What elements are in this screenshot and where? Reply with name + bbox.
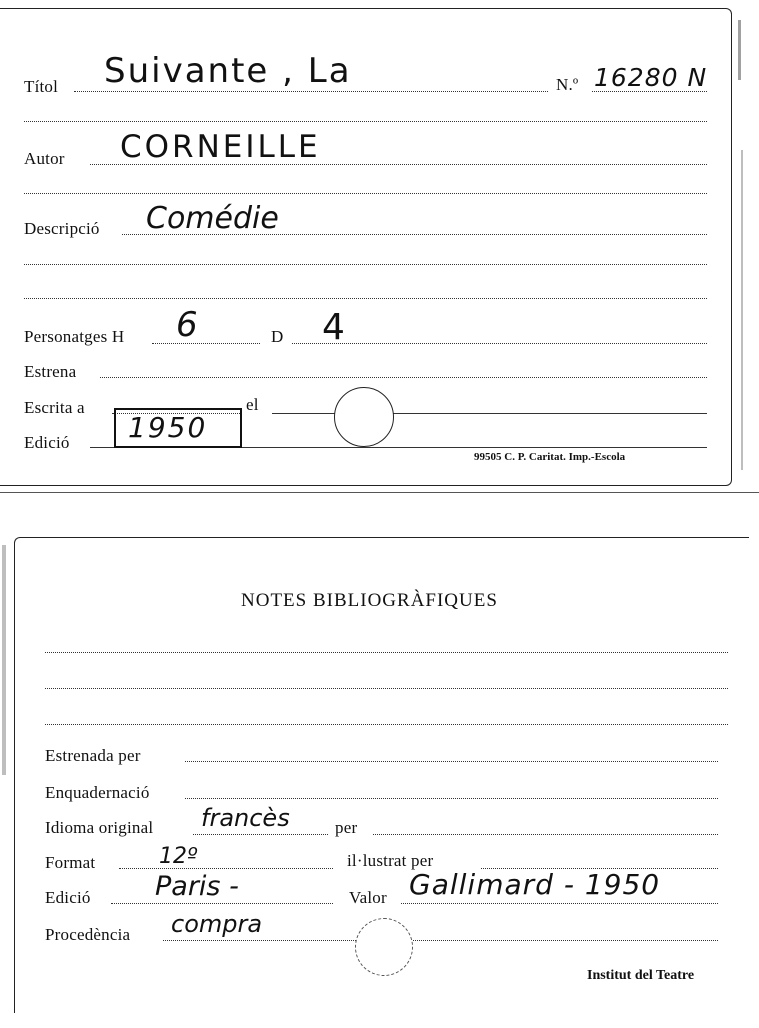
descripcio-continuation-line-2 (24, 298, 707, 299)
titol-value: Suivante , La (104, 51, 352, 91)
notes-heading: NOTES BIBLIOGRÀFIQUES (241, 590, 498, 611)
numero-label: N.º (556, 75, 579, 94)
idioma-per-line (373, 834, 718, 835)
procedencia-label: Procedència (45, 925, 131, 944)
punch-hole-back (355, 918, 413, 976)
procedencia-value: compra (171, 910, 263, 938)
el-label: el (246, 395, 259, 414)
estrena-line (100, 377, 707, 378)
estrenada-line (185, 761, 718, 762)
enquadernacio-line (185, 798, 718, 799)
edicio-label: Edició (24, 433, 70, 452)
format-value: 12º (159, 844, 198, 869)
personatges-h-line (152, 343, 260, 344)
edicio-back-value: Paris - (155, 871, 239, 902)
personatges-label: Personatges H (24, 327, 125, 346)
personatges-d-value: 4 (322, 307, 345, 348)
valor-label: Valor (349, 888, 387, 907)
escrita-label: Escrita a (24, 398, 85, 417)
estrena-label: Estrena (24, 362, 77, 381)
autor-value: CORNEILLE (120, 129, 321, 165)
personatges-d-line (292, 343, 707, 344)
edicio-value: 1950 (128, 411, 208, 444)
institution-stamp: Institut del Teatre (587, 968, 695, 983)
catalog-card-front (0, 8, 732, 486)
valor-value: Gallimard - 1950 (409, 868, 661, 901)
estrenada-label: Estrenada per (45, 746, 141, 765)
scan-mark-right-2 (741, 150, 743, 470)
notes-line-3 (45, 724, 728, 725)
catalog-card-back (14, 537, 749, 1013)
edicio-back-line (111, 903, 333, 904)
autor-continuation-line (24, 193, 707, 194)
punch-hole (334, 387, 394, 447)
scan-mark-left-2 (2, 545, 6, 775)
notes-line-2 (45, 688, 728, 689)
idioma-per-label: per (335, 818, 358, 837)
personatges-h-value: 6 (176, 305, 198, 345)
format-label: Format (45, 853, 96, 872)
edicio-back-label: Edició (45, 888, 91, 907)
descripcio-continuation-line-1 (24, 264, 707, 265)
titol-label: Títol (24, 77, 59, 96)
printer-imprint: 99505 C. P. Caritat. Imp.-Escola (474, 451, 626, 463)
autor-label: Autor (24, 149, 65, 168)
idioma-label: Idioma original (45, 818, 154, 837)
idioma-value: francès (201, 804, 290, 832)
numero-value: 16280 N (594, 63, 708, 92)
valor-line (401, 903, 718, 904)
d-label: D (271, 327, 284, 346)
format-line (119, 868, 333, 869)
notes-line-1 (45, 652, 728, 653)
descripcio-label: Descripció (24, 219, 100, 238)
enquadernacio-label: Enquadernació (45, 783, 150, 802)
scan-mark-right (738, 20, 741, 80)
titol-continuation-line (24, 121, 707, 122)
descripcio-value: Comédie (146, 201, 279, 236)
idioma-line (193, 834, 328, 835)
separator-line (0, 492, 759, 493)
illustrat-label: il·lustrat per (347, 851, 434, 870)
titol-line (74, 91, 548, 92)
procedencia-line (163, 940, 718, 941)
